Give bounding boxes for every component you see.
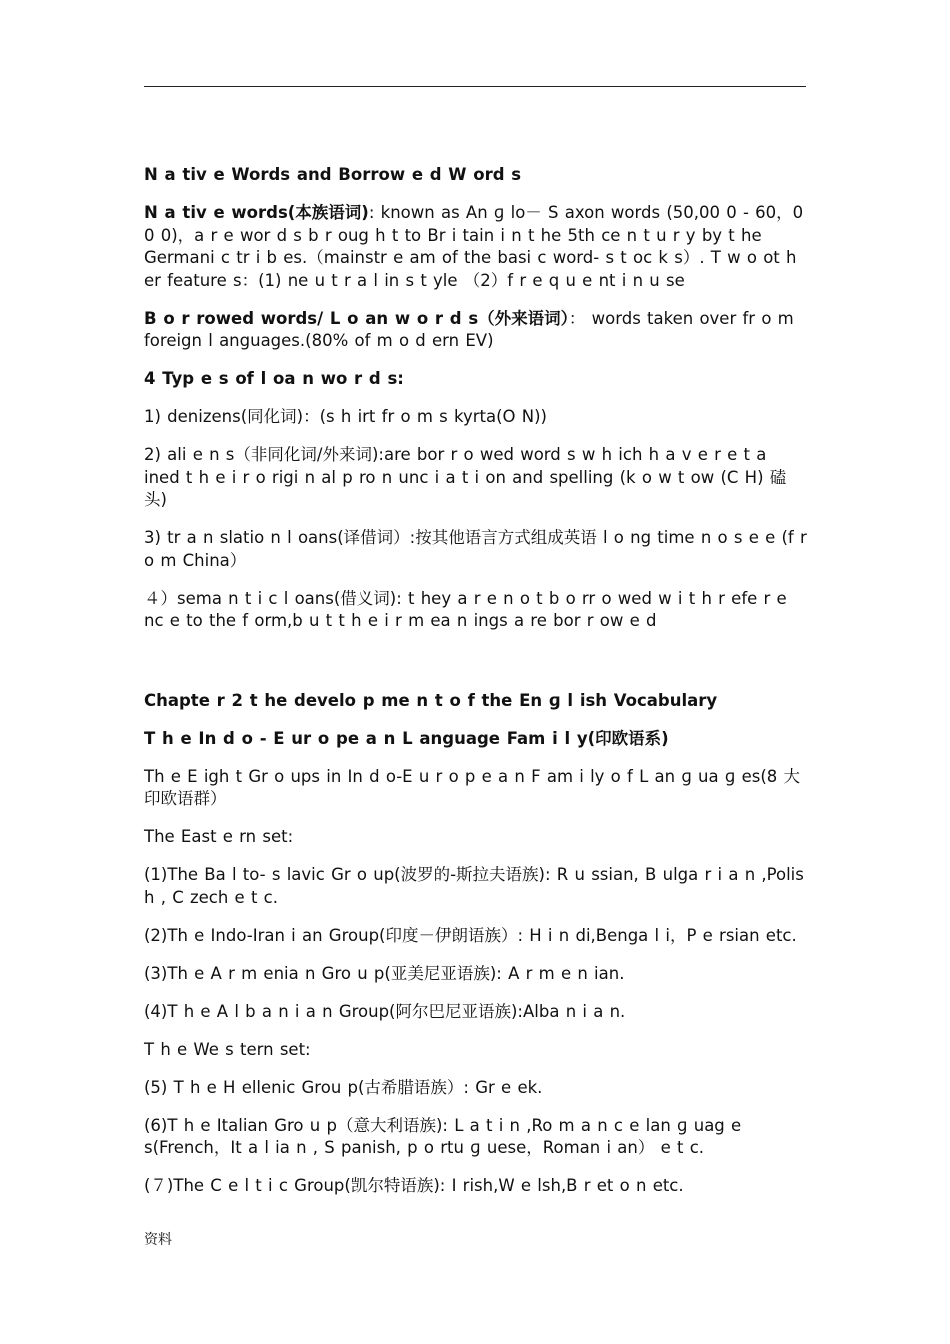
language-family-title: T h e In d o - E ur o pe a n L anguage Fam i l y(印欧语系) xyxy=(144,728,669,748)
western-set-label: T h e We s tern set: xyxy=(144,1039,311,1059)
eastern-set-label: The East e rn set: xyxy=(144,827,294,846)
native-words-paragraph xyxy=(144,202,808,292)
group-hellenic: (5) T h e H ellenic Grou p(古希腊语族）: Gr e ek. xyxy=(144,1077,543,1097)
borrowed-words-definition: ： words taken over fr o m foreign l anguages.(80% of m o d ern EV) xyxy=(144,308,794,350)
native-words-term: N a tiv e words(本族语词) xyxy=(144,203,369,222)
loan-types-heading: 4 Typ e s of l oa n wo r d s: xyxy=(144,369,404,388)
borrowed-words-term: B o r rowed words/ L o an w o r d s（外来语词） xyxy=(144,308,569,328)
loan-type-semantic: ４）sema n t i c l oans(借义词): t hey a r e n o t b o rr o wed w i t h r efe r e nc e to the f orm,b u t t h e i r m ea n ings a re bor r ow e d xyxy=(144,588,787,630)
group-indo-iranian: (2)Th e Indo-Iran i an Group(印度－伊朗语族）: H i n di,Benga l i，P e rsian etc. xyxy=(144,925,797,945)
eight-groups-paragraph: Th e E igh t Gr o ups in In d o-E u r o p e a n F am i ly o f L an ɡ ua ɡ es(8 大印欧语群） xyxy=(144,766,801,808)
chapter-title: Chapte r 2 t he develo p me n t o f the En ɡ l ish Vocabulary xyxy=(144,690,718,710)
group-celtic: (７)The C e l t i c Group(凯尔特语族): I rish,W e lsh,B r et o n etc. xyxy=(144,1176,684,1195)
native-words-definition: : known as An ɡ lo－ S axon words (50,00 0 - 60，0 0 0)，a r e wor d s b r oug h t to Br i tain i n t he 5th ce n t u r y by t he Germani c tr i b es.（mainstr e am of the basi c word- s t oc k s）. T w o ot h er feature s：(1) ne u t r a l in s t yle （2）f r e q u e nt i n u se xyxy=(144,203,804,290)
loan-type-denizens: 1) denizens(同化词)：(s h irt fr o m s kyrta(O N)) xyxy=(144,407,547,426)
loan-type-translation: 3) tr a n slatio n l oans(译借词）:按其他语言方式组成英语 l o ng time n o s e e (f r o m China） xyxy=(144,528,807,570)
borrowed-words-paragraph xyxy=(144,308,808,353)
page-footer: 资料 xyxy=(144,1232,172,1248)
header-rule xyxy=(144,86,806,87)
group-albanian: (4)T h e A l b a n i a n Group(阿尔巴尼亚语族):Alba n i a n. xyxy=(144,1001,626,1021)
loan-type-aliens: 2) ali e n s（非同化词/外来词):are bor r o wed word s w h ich h a v e r e t a ined t h e i r o rigi n al p ro n unc i a t i on and spelling (k o w t ow (C H) 磕头) xyxy=(144,445,787,509)
document-body xyxy=(144,164,808,1198)
group-italian: (6)T h e Italian Gro u p（意大利语族): L a t i n ,Ro m a n c e lan ɡ uag e s(French，It a l ia n , S panish, p o rtu ɡ uese，Roman i an） e t c. xyxy=(144,1115,742,1157)
group-armenian: (3)Th e A r m enia n Gro u p(亚美尼亚语族): A r m e n ian. xyxy=(144,963,625,983)
group-balto-slavic: (1)The Ba l to- s lavic Gr o up(波罗的-斯拉夫语族): R u ssian, B ulga r i a n ,Polis h , C zech e t c. xyxy=(144,865,804,907)
section-title: N a tiv e Words and Borrow e d W ord s xyxy=(144,165,522,184)
